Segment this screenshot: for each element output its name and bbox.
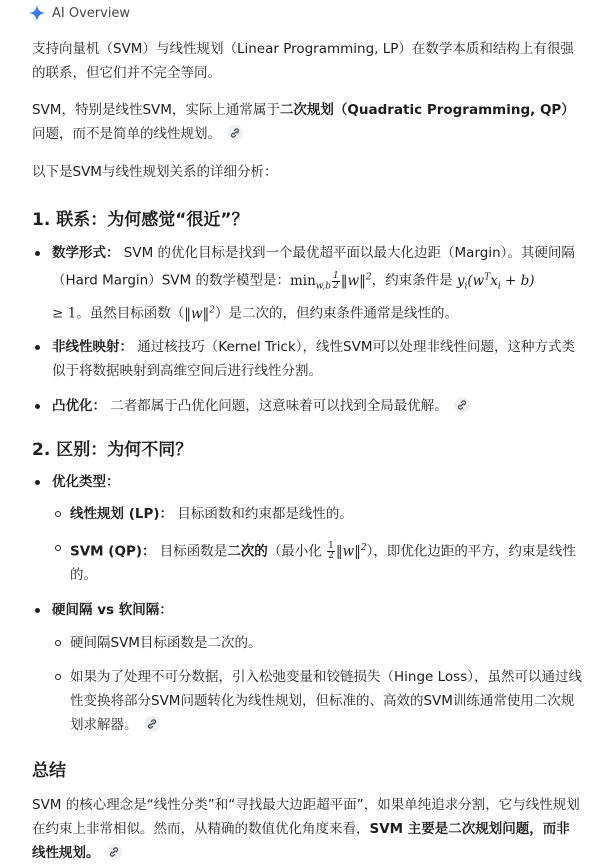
math-text: x [490, 272, 498, 289]
math-text: y [456, 272, 465, 289]
item-label: 硬间隔 vs 软间隔： [52, 602, 173, 619]
text: 问题，而不是简单的线性规划。 [32, 126, 221, 142]
ai-overview-title: AI Overview [52, 5, 131, 21]
sub-list-item [52, 665, 582, 737]
section-1-list [32, 241, 582, 418]
list-item [32, 470, 582, 588]
math-text: i [464, 281, 468, 292]
text: （最小化 [267, 543, 327, 560]
text: SVM 的优化目标是找到一个最优超平面以最大化边距（Margin）。其硬间隔（Hard Margin）SVM 的数学模型是： [52, 245, 575, 289]
math-norm [184, 306, 215, 322]
intro-paragraph-2 [32, 98, 582, 146]
ai-overview-header [28, 0, 582, 26]
list-item [32, 598, 582, 737]
text: 二者都属于凸优化问题，这意味着可以找到全局最优解。 [106, 397, 448, 414]
item-label: 非线性映射： [52, 338, 133, 355]
math-text: 1 [333, 270, 339, 281]
sub-list-item: 硬间隔SVM目标函数是二次的。 [52, 631, 582, 655]
bold-text: SVM 主要是二次规划问题，而非线性规划。 [32, 821, 570, 862]
intro-paragraph: 支持向量机（SVM）与线性规划（Linear Programming, LP）在数学本质和结构上有很强的联系，但它们并不完全等同。 [32, 41, 574, 81]
math-text: 2 [333, 280, 339, 291]
item-label: 数学形式： [52, 245, 120, 261]
section-2-list [32, 470, 582, 738]
text: 目标函数和约束都是线性的。 [173, 505, 353, 522]
math-text: i [497, 281, 501, 292]
sparkle-icon [28, 4, 46, 22]
list-item [32, 394, 582, 418]
section-heading-2: 2. 区别：为何不同？ [32, 439, 193, 460]
math-text: + b) [500, 272, 535, 289]
list-item [32, 335, 582, 383]
text: 如果为了处理不可分数据，引入松弛变量和铰链损失（Hinge Loss），虽然可以通过线性变换将部分SVM问题转化为线性规划，但标准的、高效的SVM训练通常使用二次规划求解器。 [70, 669, 582, 734]
link-icon[interactable] [106, 844, 122, 860]
math-text: ‖w‖ [184, 305, 210, 322]
text: ，约束条件是 [371, 272, 457, 289]
math-fraction [327, 542, 335, 561]
bold-text: 二次规划（Quadratic Programming, QP） [279, 102, 575, 118]
math-text: 2 [360, 542, 367, 553]
math-text: 2 [365, 272, 372, 282]
text: SVM，特别是线性SVM，实际上通常属于 [32, 102, 280, 118]
text: 通过核技巧（Kernel Trick），线性SVM可以处理非线性问题，这种方式类似于将数据映射到高维空间后进行线性分割。 [52, 338, 575, 379]
text: SVM 的核心理念是“线性分类”和“寻找最大边距超平面”，如果单纯追求分割，它与线性规划在约束上非常相似。然而，从精确的数值优化角度来看， [32, 797, 580, 838]
sub-list [52, 502, 582, 588]
math-text: w,b [315, 281, 332, 292]
math-text: 2 [209, 305, 215, 316]
sub-list-item [52, 536, 582, 588]
intro-paragraph-3: 以下是SVM与线性规划关系的详细分析： [32, 164, 278, 180]
item-label: 线性规划 (LP)： [70, 505, 174, 522]
math-text: ≥ 1 [52, 305, 77, 322]
text: ）是二次的，但约束条件通常是线性的。 [215, 305, 458, 322]
math-objective [289, 270, 372, 292]
math-text: ‖w‖ [340, 272, 366, 289]
summary-paragraph [32, 793, 582, 865]
section-heading-1: 1. 联系：为何感觉“很近”？ [32, 210, 249, 230]
math-text: 1 [328, 540, 334, 551]
sub-list-item [52, 502, 582, 526]
text: 。虽然目标函数（ [76, 305, 185, 322]
bold-text: 二次的 [227, 543, 268, 560]
math-text: min [289, 272, 316, 289]
math-text: 2 [328, 550, 334, 561]
math-constraint [456, 272, 535, 292]
list-item [32, 241, 582, 326]
math-fraction [332, 272, 340, 291]
text: 目标函数是 [155, 543, 228, 560]
item-label: SVM (QP)： [70, 543, 156, 560]
text: ），即优化边距的平方，约束是线性的。 [70, 543, 576, 584]
item-label: 优化类型： [52, 473, 120, 490]
link-icon[interactable] [227, 125, 243, 141]
math-text: T [484, 272, 491, 282]
summary-heading: 总结 [32, 761, 66, 782]
sub-list [52, 631, 582, 737]
link-icon[interactable] [144, 716, 160, 732]
math-text: ‖w‖ [335, 543, 361, 560]
link-icon[interactable] [454, 397, 470, 413]
item-label: 凸优化： [52, 397, 106, 414]
math-text: (w [467, 272, 485, 289]
